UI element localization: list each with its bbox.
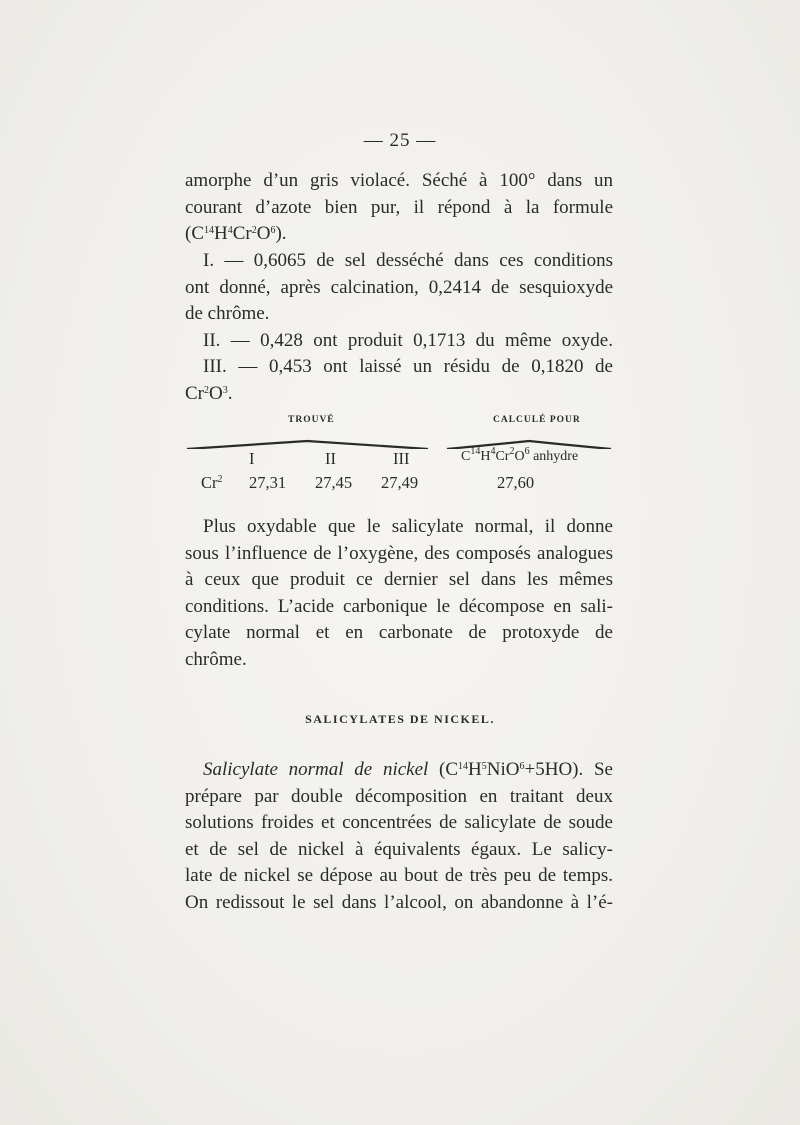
result-line: II. — 0,428 ont produit 0,1713 du même oxyde.	[203, 329, 613, 351]
italic-lead: Salicylate normal de nickel	[203, 759, 429, 780]
text-line: solutions froides et concentrées de salicylate de soude	[185, 812, 613, 833]
row-label: Cr$^2$	[201, 473, 223, 492]
header-found: TROUVÉ	[288, 415, 335, 425]
analysis-results	[185, 248, 613, 407]
column-header-2: II	[325, 449, 336, 468]
text-line: sous l’influence de l’oxygène, des composés analogues	[185, 542, 613, 564]
text-line: Plus oxydable que le salicylate normal, il donne	[203, 516, 613, 537]
column-header-3: III	[393, 449, 410, 468]
value-cell: 27,31	[249, 473, 287, 492]
page-number: — 25 —	[363, 130, 437, 151]
result-line: ont donné, après calcination, 0,2414 de sesquioxyde	[185, 276, 613, 298]
result-line: III. — 0,453 ont laissé un résidu de 0,1820 de	[203, 356, 613, 377]
formula-line: $(C^{14}H^4Cr^2O^6)$.	[185, 223, 287, 244]
text-line: prépare par double décomposition en traitant deux	[185, 785, 613, 807]
text-line: courant d’azote bien pur, il répond à la formule	[185, 196, 613, 218]
value-cell: 27,45	[315, 473, 353, 492]
text-line: late de nickel se dépose au bout de très peu de temps.	[185, 865, 613, 886]
calc-value: 27,60	[497, 473, 535, 492]
section-title: SALICYLATES DE NICKEL.	[305, 712, 495, 726]
text-line: à ceux que produit ce dernier sel dans les mêmes	[185, 569, 613, 590]
text-line: Salicylate normal de nickel $(C^{14}H^5NiO^6+5HO)$. Se	[203, 759, 613, 780]
header-calculated: CALCULÉ POUR	[493, 415, 581, 425]
text-line: chrôme.	[185, 648, 247, 670]
text-line: cylate normal et en carbonate de protoxyde de	[185, 622, 613, 643]
text-line: conditions. L’acide carbonique le décompose en sali-	[185, 595, 613, 617]
paragraph-intro	[185, 168, 613, 248]
text-line: amorphe d’un gris violacé. Séché à 100° dans un	[185, 170, 613, 191]
result-line: de chrôme.	[185, 303, 270, 324]
paragraph-oxidation	[185, 514, 613, 673]
result-line: I. — 0,6065 de sel desséché dans ces conditions	[203, 250, 613, 271]
formula-line: $Cr^2O^3$.	[185, 382, 233, 404]
column-header-1: I	[249, 449, 255, 468]
text-line: On redissout le sel dans l’alcool, on abandonne à l’é-	[185, 891, 613, 913]
value-cell: 27,49	[381, 473, 419, 492]
calc-formula: $C^{14}H^4Cr^2O^6$ anhydre	[461, 446, 579, 464]
paragraph-nickel	[185, 757, 613, 916]
brace-found	[185, 437, 430, 449]
text-line: et de sel de nickel à équivalents égaux. Le salicy-	[185, 838, 613, 860]
